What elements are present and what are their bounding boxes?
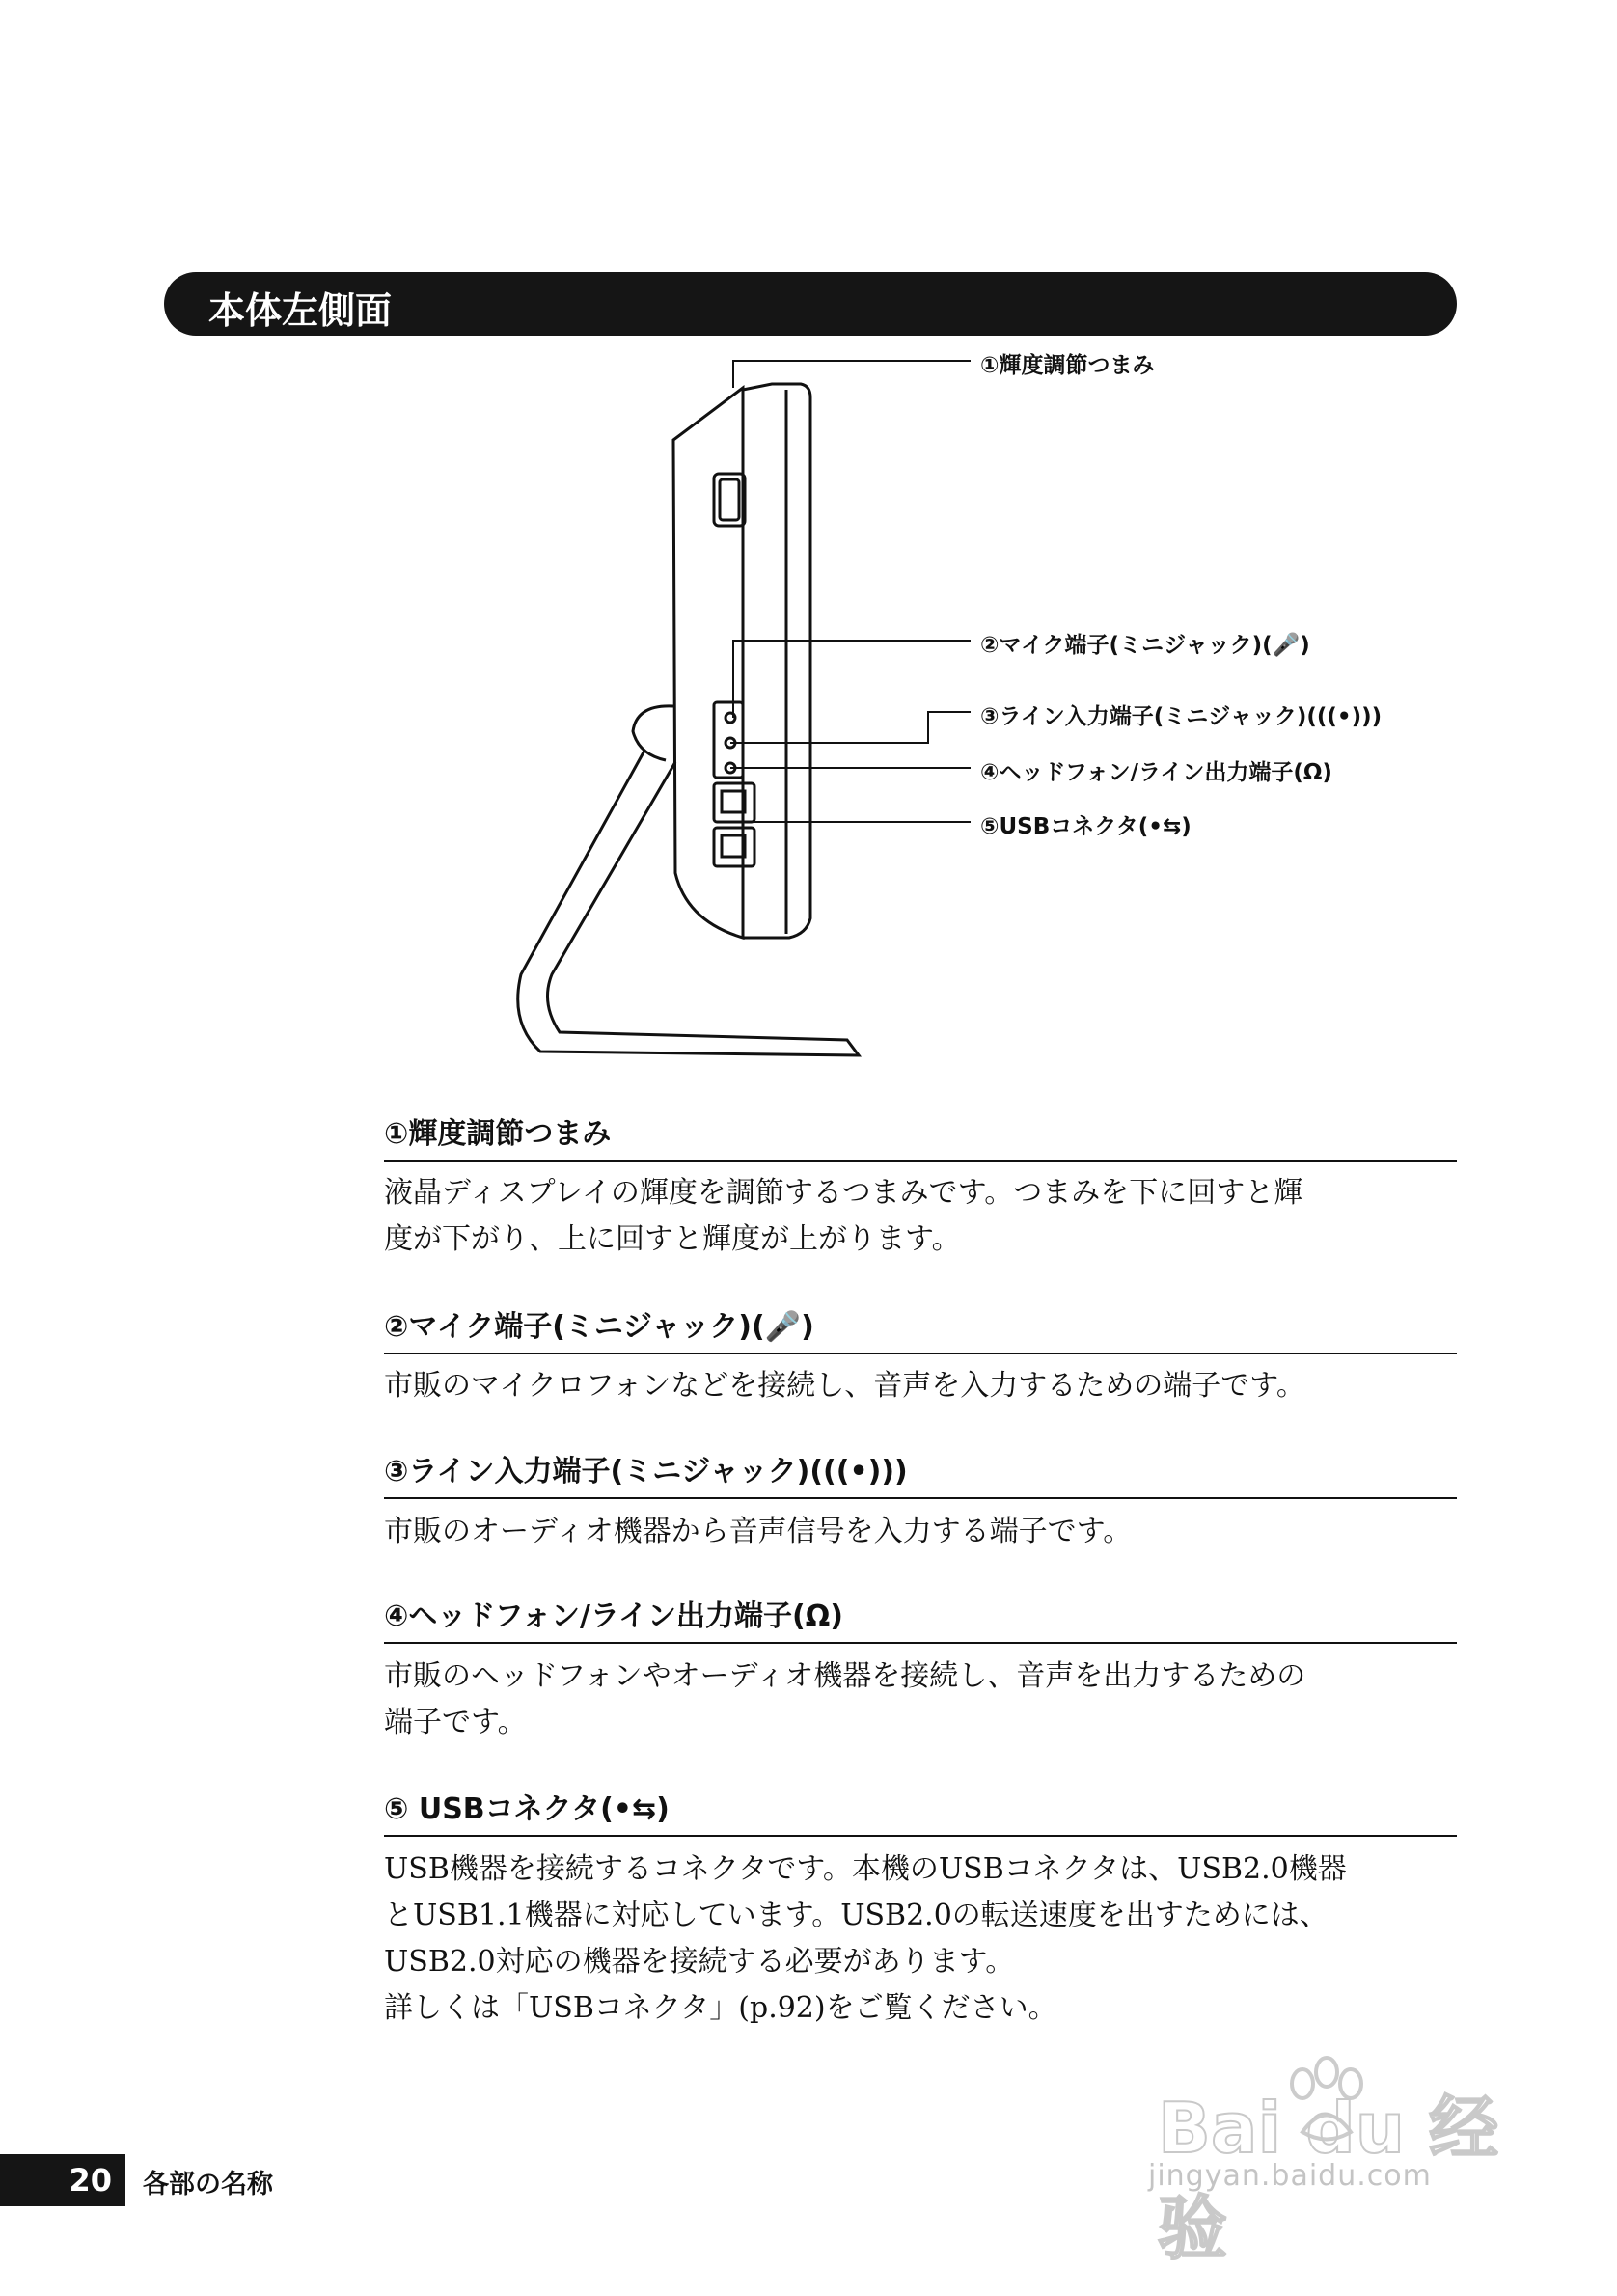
callout-mic-jack: ②マイク端子(ミニジャック)(🎤) xyxy=(980,633,1310,658)
description-line: USB機器を接続するコネクタです。本機のUSBコネクタは、USB2.0機器 xyxy=(384,1852,1347,1886)
leader-line-2 xyxy=(733,641,971,718)
description-line: 詳しくは「USBコネクタ」(p.92)をご覧ください。 xyxy=(384,1991,1057,2025)
heading-brightness-knob: ①輝度調節つまみ xyxy=(384,1109,1457,1162)
page-number-box xyxy=(0,2154,125,2206)
description-line: 端子です。 xyxy=(384,1706,527,1739)
heading-headphone-jack: ④ヘッドフォン/ライン出力端子(Ω) xyxy=(384,1592,1457,1644)
page-number: 20 xyxy=(69,2162,112,2199)
description-line: 市販のオーディオ機器から音声信号を入力する端子です。 xyxy=(384,1515,1133,1548)
description-brightness-knob xyxy=(384,1170,1457,1263)
description-line-in-jack xyxy=(384,1509,1457,1555)
description-mic-jack xyxy=(384,1363,1457,1409)
callout-usb-connector: ⑤USBコネクタ(•⇆) xyxy=(980,814,1192,839)
description-line: USB2.0対応の機器を接続する必要があります。 xyxy=(384,1945,1015,1979)
chapter-title: 各部の名称 xyxy=(143,2170,273,2200)
usb-port-upper xyxy=(714,783,754,822)
brightness-knob xyxy=(720,479,739,520)
heading-mic-jack: ②マイク端子(ミニジャック)(🎤) xyxy=(384,1302,1457,1354)
watermark-brand: Bai du 经验 xyxy=(1158,2088,1499,2269)
usb-port-lower xyxy=(714,828,754,866)
description-headphone-jack xyxy=(384,1654,1457,1746)
leader-line-3 xyxy=(730,712,971,743)
stand-hinge xyxy=(633,706,673,760)
description-usb-connector xyxy=(384,1846,1457,2032)
heading-line-in-jack: ③ライン入力端子(ミニジャック)(((•))) xyxy=(384,1447,1457,1499)
description-line: 液晶ディスプレイの輝度を調節するつまみです。つまみを下に回すと輝 xyxy=(384,1176,1303,1210)
description-line: 市販のヘッドフォンやオーディオ機器を接続し、音声を出力するための xyxy=(384,1659,1306,1693)
description-line: 度が下がり、上に回すと輝度が上がります。 xyxy=(384,1222,961,1256)
callout-headphone-jack: ④ヘッドフォン/ライン出力端子(Ω) xyxy=(980,760,1332,785)
callout-line-in-jack: ③ライン入力端子(ミニジャック)(((•))) xyxy=(980,704,1383,729)
watermark-url: jingyan.baidu.com xyxy=(1148,2159,1432,2193)
description-line: 市販のマイクロフォンなどを接続し、音声を入力するための端子です。 xyxy=(384,1369,1305,1403)
callout-brightness-knob: ①輝度調節つまみ xyxy=(980,353,1155,378)
section-title: 本体左側面 xyxy=(208,289,393,332)
description-line: とUSB1.1機器に対応しています。USB2.0の転送速度を出すためには、 xyxy=(384,1899,1329,1932)
heading-usb-connector: ⑤ USBコネクタ(•⇆) xyxy=(384,1785,1457,1837)
monitor-side-diagram xyxy=(0,0,1617,1080)
baidu-watermark xyxy=(1138,2055,1544,2269)
